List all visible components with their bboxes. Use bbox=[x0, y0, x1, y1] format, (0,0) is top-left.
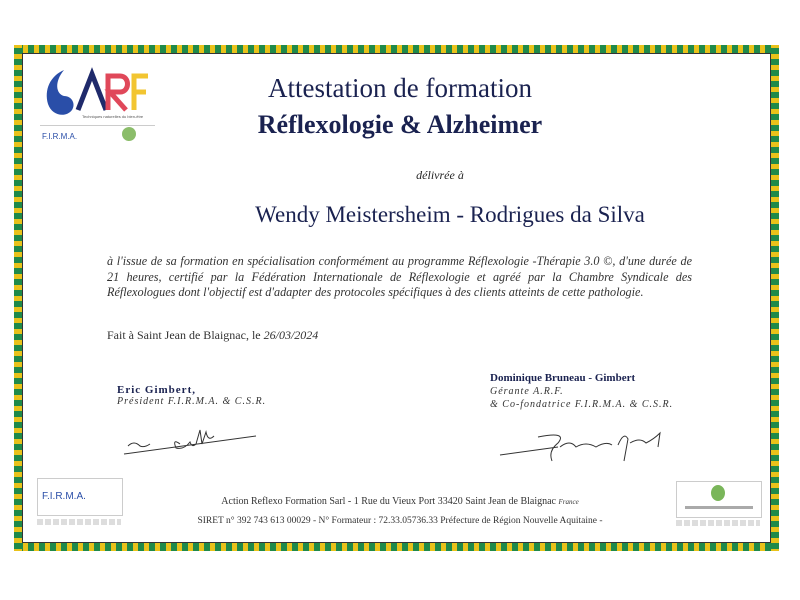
page-title: Attestation de formation bbox=[268, 73, 532, 103]
firma-logo-text: F.I.R.M.A. bbox=[42, 491, 86, 502]
signatory-2-role bbox=[490, 385, 673, 411]
csr-accreditation-text bbox=[676, 520, 760, 526]
arf-logo: Techniques naturelles du bien-être bbox=[42, 66, 152, 121]
recipient-name: Wendy Meistersheim - Rodrigues da Silva bbox=[255, 202, 645, 227]
signatory-2-role-1: Gérante A.R.F. bbox=[490, 386, 564, 397]
place-date bbox=[107, 328, 318, 343]
signatory-1-name: Eric Gimbert, bbox=[117, 384, 196, 396]
course-title: Réflexologie & Alzheimer bbox=[257, 110, 543, 139]
country: France bbox=[558, 498, 579, 506]
delivered-to-label: délivrée à bbox=[416, 168, 464, 182]
footer-siret: SIRET n° 392 743 613 00029 - N° Formateur : 72.33.05736.33 Préfecture de Région Nouvelle Aquitaine - bbox=[197, 516, 603, 526]
signatory-1-role: Président F.I.R.M.A. & C.S.R. bbox=[117, 396, 267, 407]
csr-logo bbox=[676, 481, 762, 518]
place-label: Fait à Saint Jean de Blaignac, le bbox=[107, 328, 264, 342]
signatory-2-name: Dominique Bruneau - Gimbert bbox=[490, 372, 636, 384]
address: Action Reflexo Formation Sarl - 1 Rue du Vieux Port 33420 Saint Jean de Blaignac bbox=[221, 496, 559, 507]
signature-1 bbox=[120, 418, 260, 465]
signatory-2-role-2: & Co-fondatrice F.I.R.M.A. & C.S.R. bbox=[490, 399, 674, 410]
certificate-body: à l'issue de sa formation en spécialisation conformément au programme Réflexologie -Thérapie 3.0 ©, d'une durée de 21 heures, certifié par la Fédération Internationale de Réflexologie et agréé par la Chambre Syndicale des Réflexologues dont l'objectif est d'adapter des protocoles spécifiques à des clients atteints de cette pathologie. bbox=[107, 254, 692, 299]
signature-2 bbox=[498, 425, 678, 470]
date: 26/03/2024 bbox=[263, 328, 319, 342]
firma-logo-small: F.I.R.M.A. bbox=[42, 132, 78, 141]
